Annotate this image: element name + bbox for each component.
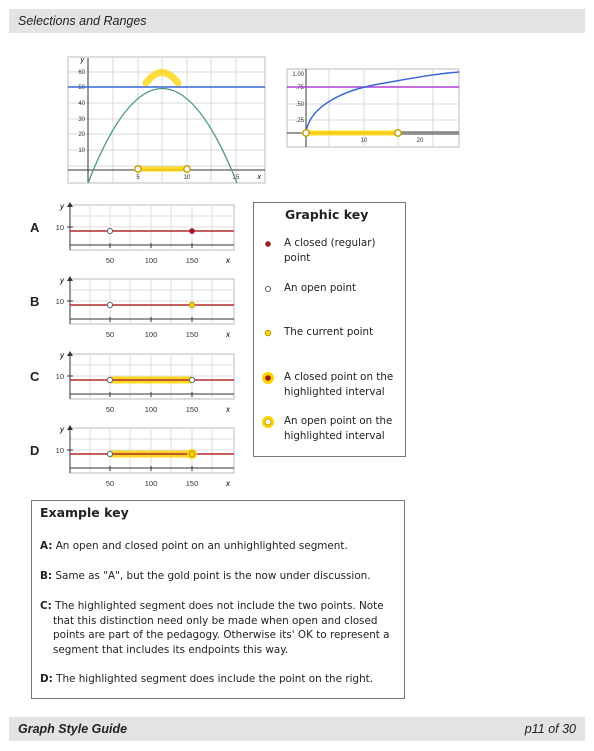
y-axis-label: y — [60, 425, 64, 434]
current-point — [189, 451, 195, 457]
mini-graph-c — [40, 350, 240, 416]
document-title: Graph Style Guide — [18, 722, 128, 736]
y-tick-40: 40 — [78, 101, 85, 107]
mini-graph-d — [40, 424, 240, 490]
y-tick-label: 10 — [55, 297, 64, 306]
x-tick-label: 150 — [185, 479, 199, 488]
open-point — [107, 302, 112, 307]
x-tick-15: 15 — [232, 175, 240, 181]
open-highlighted-point — [395, 130, 401, 136]
open-point — [107, 377, 112, 382]
example-item-d: D: The highlighted segment does include the point on the right. — [40, 673, 374, 685]
y-tick-.50: .50 — [295, 102, 304, 108]
y-axis-label: y — [80, 57, 84, 64]
x-axis-label: x — [226, 330, 230, 339]
example-item-a: A: An open and closed point on an unhighlighted segment. — [40, 540, 348, 552]
open-highlighted-point-icon — [261, 415, 275, 429]
graph-letter-c: C — [30, 369, 40, 384]
sqrt-graph — [284, 66, 462, 150]
open-highlighted-point — [135, 166, 141, 172]
current-point-icon — [261, 326, 275, 340]
y-tick-30: 30 — [78, 117, 85, 123]
parabola-graph — [60, 52, 270, 187]
y-tick-label: 10 — [55, 372, 64, 381]
x-tick-labels — [361, 138, 424, 144]
x-tick-label: 50 — [105, 256, 115, 265]
x-axis-label: x — [226, 405, 230, 414]
y-tick-20: 20 — [78, 132, 85, 138]
x-tick-10: 10 — [183, 175, 191, 181]
x-axis-label: x — [257, 174, 261, 181]
graphic-key-title: Graphic key — [285, 207, 369, 222]
open-highlighted-point — [303, 130, 309, 136]
x-tick-label: 50 — [105, 405, 115, 414]
y-axis-label: y — [60, 202, 64, 211]
example-item-c: C: The highlighted segment does not include the two points. Note that this distinction need only be made when open and closed points are part of the pedagogy. Otherwise its' OK to represent a segment that includes its endpoints this way. — [40, 600, 390, 657]
page-section-title: Selections and Ranges — [18, 14, 147, 28]
x-tick-label: 150 — [185, 256, 199, 265]
open-point — [107, 451, 112, 456]
y-tick-labels — [292, 72, 304, 124]
x-tick-label: 150 — [185, 330, 199, 339]
graphic-key-box: Graphic key A closed (regular) point An open point The current point A closed point on the highlighted interval An open point on the highlighted interval — [253, 202, 406, 457]
y-tick-.25: .25 — [295, 118, 304, 124]
x-tick-labels — [136, 175, 240, 181]
x-tick-label: 100 — [144, 256, 158, 265]
x-tick-label: 50 — [105, 330, 115, 339]
header-bar — [9, 9, 585, 33]
y-tick-50: 50 — [78, 85, 85, 91]
closed-point — [189, 228, 195, 234]
y-axis-label: y — [60, 276, 64, 285]
mini-graph-a — [40, 201, 240, 267]
closed-point-icon — [261, 237, 275, 251]
y-tick-1.00: 1.00 — [292, 72, 304, 78]
closed-highlighted-point-icon — [261, 371, 275, 385]
y-axis-label: y — [60, 351, 64, 360]
open-point — [189, 377, 194, 382]
x-tick-label: 100 — [144, 405, 158, 414]
footer-bar — [9, 717, 585, 741]
graph-letter-d: D — [30, 443, 40, 458]
x-axis-label: x — [226, 256, 230, 265]
example-key-box — [31, 500, 405, 699]
open-point — [107, 228, 112, 233]
mini-graph-b — [40, 275, 240, 341]
example-key-title: Example key — [40, 505, 129, 520]
x-tick-20: 20 — [416, 138, 424, 144]
y-tick-label: 10 — [55, 446, 64, 455]
x-axis-label: x — [226, 479, 230, 488]
x-tick-label: 150 — [185, 405, 199, 414]
x-tick-10: 10 — [360, 138, 368, 144]
x-tick-label: 50 — [105, 479, 115, 488]
graph-letter-b: B — [30, 294, 40, 309]
y-tick-.75: .75 — [295, 85, 304, 91]
x-tick-5: 5 — [136, 175, 140, 181]
y-tick-labels — [78, 70, 85, 154]
y-tick-label: 10 — [55, 223, 64, 232]
graph-letter-a: A — [30, 220, 40, 235]
open-highlighted-point — [184, 166, 190, 172]
current-point — [189, 302, 195, 308]
page-number: p11 of 30 — [524, 722, 576, 736]
y-tick-10: 10 — [78, 148, 85, 154]
x-tick-label: 100 — [144, 479, 158, 488]
open-point-icon — [261, 282, 275, 296]
y-tick-60: 60 — [78, 70, 85, 76]
example-item-b: B: Same as "A", but the gold point is the now under discussion. — [40, 570, 371, 582]
x-tick-label: 100 — [144, 330, 158, 339]
